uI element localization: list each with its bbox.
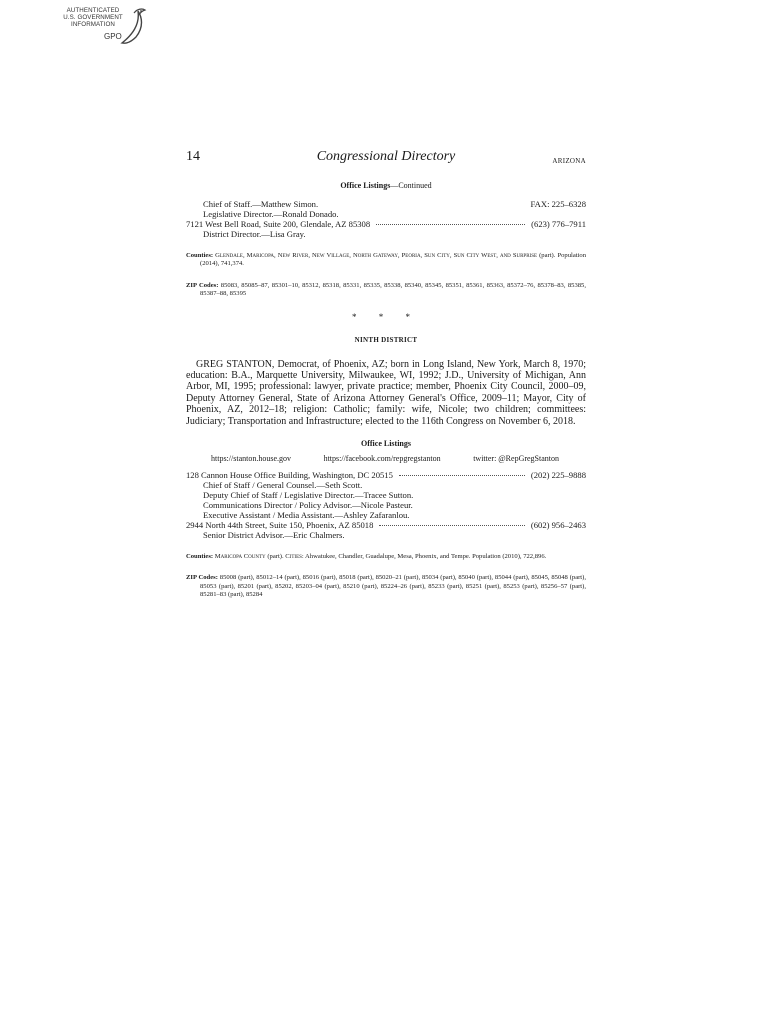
legislative-director: Legislative Director.—Ronald Donado. [203,209,339,219]
seal-line-4: GPO [104,32,122,41]
website-link[interactable]: https://stanton.house.gov [211,454,291,464]
zip-label: ZIP Codes: [186,281,219,289]
zip-list: 85008 (part), 85012–14 (part), 85016 (part), 85018 (part), 85020–21 (part), 85034 (part), 85040 (part), 85044 (part), 85045, 85048 (part), 85053 (part), 85201 (part), 85202, 85203–04 (part), 85210 (part), 85224–26 (part), 85233 (part), 85251 (part), 85253 (part), 85256–57 (part), 85281–83 (part), 85284 [200,574,586,599]
counties-list: Glendale, Maricopa, New River, New Village, North Gateway, Peoria, Sun City, Sun City West, and Surprise [215,252,538,259]
seal-line-3: INFORMATION [71,21,115,28]
staff-deputy-chief: Deputy Chief of Staff / Legislative Director.—Tracee Sutton. [203,490,414,501]
cities-list: Ahwatukee, Chandler, Guadalupe, Mesa, Phoenix, and Tempe. Population (2010), 722,896. [305,553,547,561]
dot-leader [376,224,525,225]
dc-address: 128 Cannon House Office Building, Washington, DC 20515 [186,470,393,481]
page-number: 14 [186,149,200,164]
district-counties-paragraph [186,553,586,561]
chief-of-staff: Chief of Staff.—Matthew Simon. [203,199,319,209]
zip-label: ZIP Codes: [186,574,218,582]
section-separator: * * * [352,311,420,322]
dot-leader [379,525,524,526]
dc-phone: (202) 225–9888 [530,470,586,481]
district-zip-paragraph [186,574,586,599]
continued-heading [186,181,586,191]
staff-district-advisor: Senior District Advisor.—Eric Chalmers. [203,530,345,541]
cities-label: Cities: [285,553,304,561]
zip-paragraph [186,282,586,299]
counties-label: Counties: [186,252,214,259]
twitter-handle[interactable]: twitter: @RepGregStanton [473,454,559,464]
office-listings-heading: Office Listings [361,439,411,449]
glendale-phone: (623) 776–7911 [531,219,586,229]
seal-line-2: U.S. GOVERNMENT [63,14,123,21]
page-title: Congressional Directory [316,149,456,164]
running-header [186,149,586,172]
member-biography: GREG STANTON, Democrat, of Phoenix, AZ; born in Long Island, New York, March 8, 1970; education: B.A., Marquette University, Milwaukee, WI, 1992; J.D., University of Michigan, Ann Arbor, MI, 1995; professional: lawyer, private practice; member, Phoenix City Council, 2000–09, Deputy Attorney General, State of Arizona Attorney General's Office, 2009–11; Mayor, City of Phoenix, AZ, 2012–18; religion: Catholic; family: wife, Nicole; two children; committees: Judiciary; Transportation and Infrastructure; elected to the 116th Congress on November 6, 2018. [186,358,586,427]
seal-line-1: AUTHENTICATED [66,7,120,14]
fax-number: FAX: 225–6328 [530,199,586,209]
zip-list: 85083, 85085–87, 85301–10, 85312, 85318, 85331, 85335, 85338, 85340, 85345, 85351, 85361, 85363, 85372–76, 85378–83, 85385, 85387–88, 85395 [200,281,586,298]
phoenix-address: 2944 North 44th Street, Suite 150, Phoenix, AZ 85018 [186,520,374,531]
social-links [186,454,586,464]
facebook-link[interactable]: https://facebook.com/repgregstanton [323,454,441,464]
county-part: (part). [267,553,284,561]
district-director: District Director.—Lisa Gray. [203,229,306,239]
chief-of-staff-row [186,199,586,209]
county-name: Maricopa County [214,553,266,561]
gpo-authentication-seal [60,5,150,49]
glendale-office-row [186,219,586,229]
dot-leader [399,475,525,476]
glendale-address: 7121 West Bell Road, Suite 200, Glendale, AZ 85308 [186,219,371,229]
state-name: ARIZONA [552,157,586,165]
counties-paragraph [186,252,586,269]
heading-bold: Office Listings [340,181,391,190]
eagle-icon [118,5,148,47]
heading-rest: —Continued [390,181,432,190]
counties-tail: (part). Population (2014), 741,374. [200,252,587,268]
counties-label: Counties: [186,553,214,561]
directory-page [186,149,587,600]
staff-communications: Communications Director / Policy Advisor.—Nicole Pasteur. [203,500,413,511]
dc-office-row [186,470,586,480]
phoenix-office-row [186,520,586,530]
staff-executive-assistant: Executive Assistant / Media Assistant.—Ashley Zafaranlou. [203,510,410,521]
staff-chief-of-staff: Chief of Staff / General Counsel.—Seth Scott. [203,480,363,491]
district-heading: NINTH DISTRICT [354,335,418,344]
phoenix-phone: (602) 956–2463 [530,520,586,531]
